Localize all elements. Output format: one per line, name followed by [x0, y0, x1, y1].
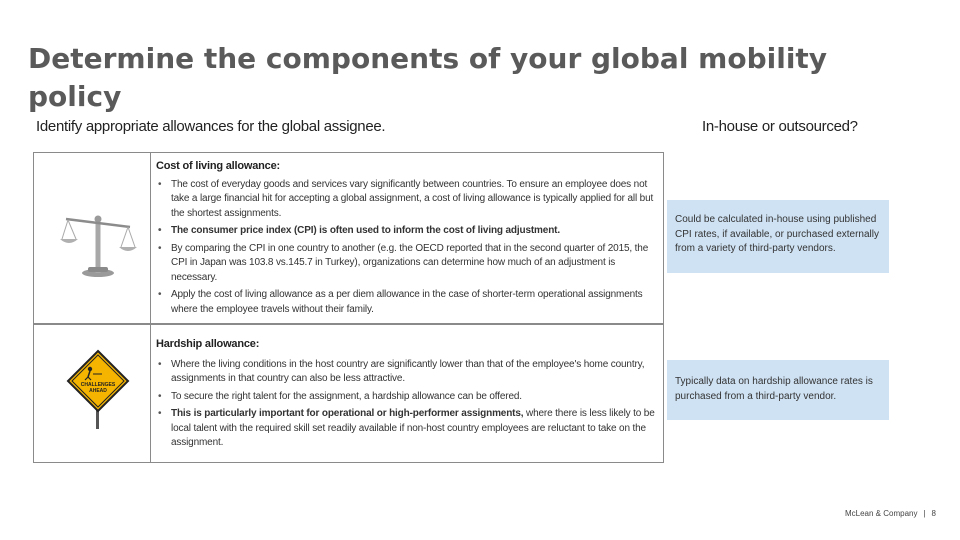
sign-text-line-1: CHALLENGES — [80, 382, 116, 388]
hardship-icon-cell — [34, 325, 151, 462]
page-number: 8 — [931, 509, 936, 518]
cost-of-living-bullets — [156, 178, 655, 318]
list-item — [156, 407, 655, 451]
list-item: • The cost of everyday goods and services vary significantly between countries. To ensure an employee does not take a large financial hit for accepting a global assignment, a cost of living allowance is typically applied for all but the shortest assignments. — [156, 178, 655, 222]
scales-icon — [58, 209, 138, 279]
cost-of-living-heading: Cost of living allowance: — [156, 160, 280, 172]
list-item: • Apply the cost of living allowance as a per diem allowance in the case of shorter-term operational assignments where the employee travels without their family. — [156, 288, 655, 317]
list-item: • The consumer price index (CPI) is often used to inform the cost of living adjustment. — [156, 224, 655, 239]
bullet-emphasis: This is particularly important for operational or high-performer assignments, — [171, 408, 524, 419]
footer-separator: | — [923, 509, 926, 518]
list-item: • To secure the right talent for the assignment, a hardship allowance can be offered. — [156, 390, 655, 405]
hardship-panel — [33, 324, 664, 463]
list-item: • Where the living conditions in the host country are significantly lower than that of the employee's home country, assignments in that country can also be less attractive. — [156, 358, 655, 387]
hardship-bullets — [156, 358, 655, 451]
list-item: • By comparing the CPI in one country to another (e.g. the OECD reported that in the second quarter of 2015, the CPI in Japan was 103.8 vs.145.7 in Turkey), organizations can determine how much of an adjustment is necessary. — [156, 242, 655, 286]
cost-of-living-content — [156, 159, 655, 320]
footer — [845, 509, 936, 518]
cost-of-living-icon-cell — [34, 153, 151, 323]
hardship-content — [156, 337, 655, 454]
allowances-subheading: Identify appropriate allowances for the global assignee. — [36, 118, 386, 135]
sign-text-line-2: AHEAD — [89, 388, 107, 394]
warning-sign-icon — [66, 349, 130, 431]
hardship-heading: Hardship allowance: — [156, 338, 260, 350]
sourcing-subheading: In-house or outsourced? — [702, 118, 858, 135]
company-name: McLean & Company — [844, 509, 918, 518]
cost-of-living-panel — [33, 152, 664, 324]
cost-of-living-sourcing-note: Could be calculated in-house using published CPI rates, if available, or purchased externally from a variety of third-party vendors. — [667, 200, 889, 273]
bullet-text: where there is less likely to be local talent with the required skill set readily available if non-host country employees are reluctant to take on the assignment. — [171, 408, 655, 448]
page-title: Determine the components of your global mobility policy — [28, 42, 828, 113]
hardship-sourcing-note: Typically data on hardship allowance rates is purchased from a third-party vendor. — [667, 360, 889, 420]
